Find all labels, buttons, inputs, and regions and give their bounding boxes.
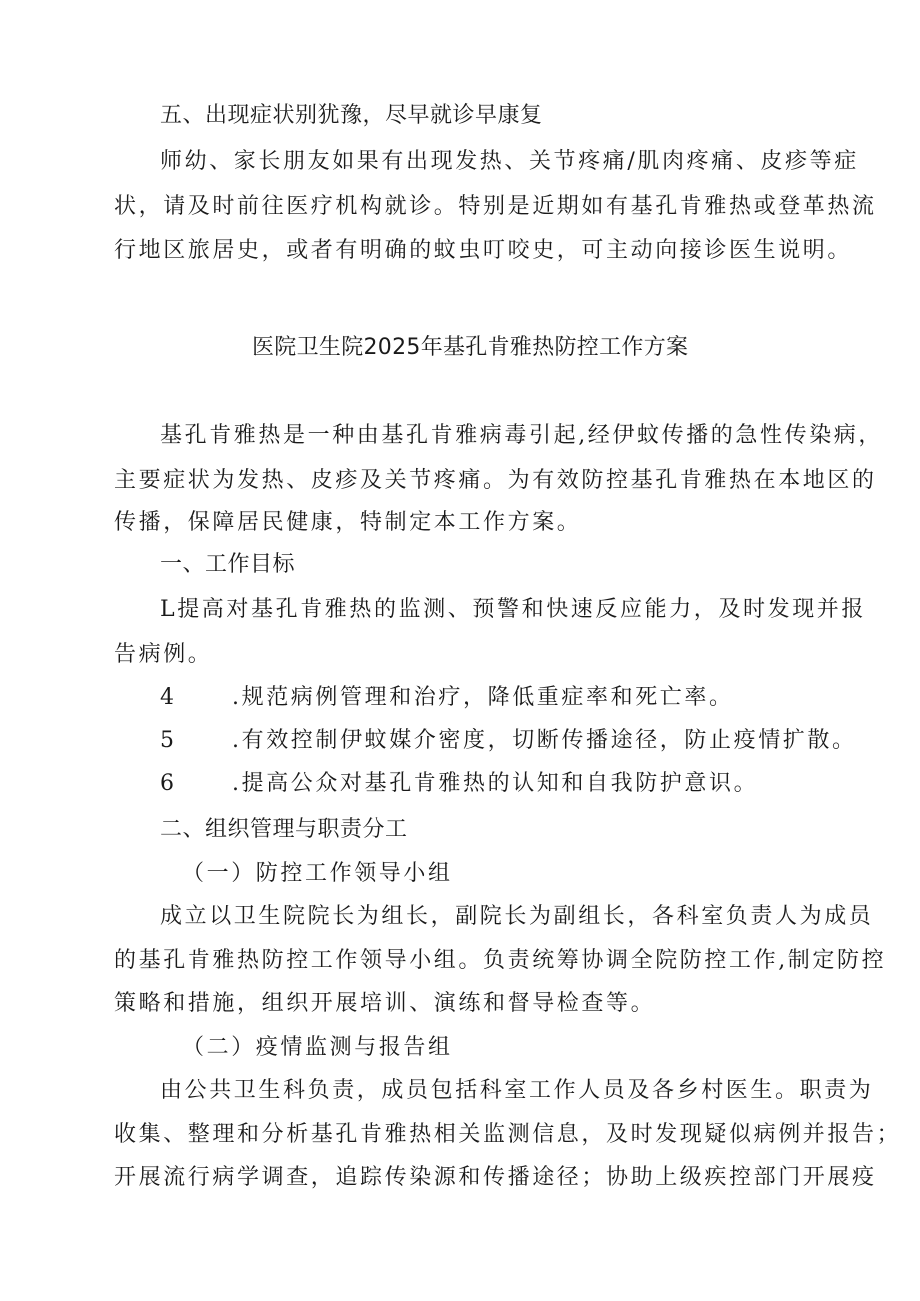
- paragraph-line: 开展流行病学调查，追踪传染源和传播途径；协助上级疾控部门开展疫: [114, 1165, 877, 1190]
- list-item-text: .提高公众对基孔肯雅热的认知和自我防护意识。: [232, 771, 759, 796]
- paragraph-line: 师幼、家长朋友如果有出现发热、关节疼痛/肌肉疼痛、皮疹等症: [160, 149, 859, 174]
- subsection-title: （二）疫情监测与报告组: [182, 1035, 453, 1060]
- section-heading: 二、组织管理与职责分工: [160, 817, 408, 842]
- section-heading: 五、出现症状别犹豫，尽早就诊早康复: [160, 103, 543, 128]
- list-item: L提高对基孔肯雅热的监测、预警和快速反应能力，及时发现并报: [160, 597, 867, 622]
- paragraph-line: 策略和措施，组织开展培训、演练和督导检查等。: [114, 991, 656, 1016]
- list-item-number: 4: [160, 685, 177, 710]
- list-item: [160, 726, 857, 756]
- document-title: 医院卫生院2025年基孔肯雅热防控工作方案: [252, 335, 689, 360]
- paragraph-line: 状，请及时前往医疗机构就诊。特别是近期如有基孔肯雅热或登革热流: [114, 194, 877, 219]
- list-item: [160, 769, 758, 799]
- subsection-title: （一）防控工作领导小组: [182, 861, 453, 886]
- list-item-text: .规范病例管理和治疗，降低重症率和死亡率。: [232, 685, 734, 710]
- paragraph-line: 成立以卫生院院长为组长，副院长为副组长，各科室负责人为成员: [160, 904, 874, 929]
- list-item-number: 5: [160, 728, 177, 753]
- paragraph-line: 主要症状为发热、皮疹及关节疼痛。为有效防控基孔肯雅热在本地区的: [114, 468, 877, 493]
- list-item-number: 6: [160, 771, 177, 796]
- list-item-continuation: 告病例。: [114, 642, 213, 667]
- paragraph-line: 行地区旅居史，或者有明确的蚊虫叮咬史，可主动向接诊医生说明。: [114, 238, 853, 263]
- paragraph-line: 的基孔肯雅热防控工作领导小组。负责统筹协调全院防控工作,制定防控: [114, 948, 887, 973]
- section-heading: 一、工作目标: [160, 552, 296, 577]
- paragraph-line: 传播，保障居民健康，特制定本工作方案。: [114, 510, 582, 535]
- paragraph-line: 收集、整理和分析基孔肯雅热相关监测信息，及时发现疑似病例并报告；: [114, 1122, 902, 1147]
- list-item: [160, 683, 734, 713]
- list-item-text: .有效控制伊蚊媒介密度，切断传播途径，防止疫情扩散。: [232, 728, 857, 753]
- paragraph-line: 基孔肯雅热是一种由基孔肯雅病毒引起,经伊蚊传播的急性传染病，: [160, 423, 883, 448]
- paragraph-line: 由公共卫生科负责，成员包括科室工作人员及各乡村医生。职责为: [160, 1078, 874, 1103]
